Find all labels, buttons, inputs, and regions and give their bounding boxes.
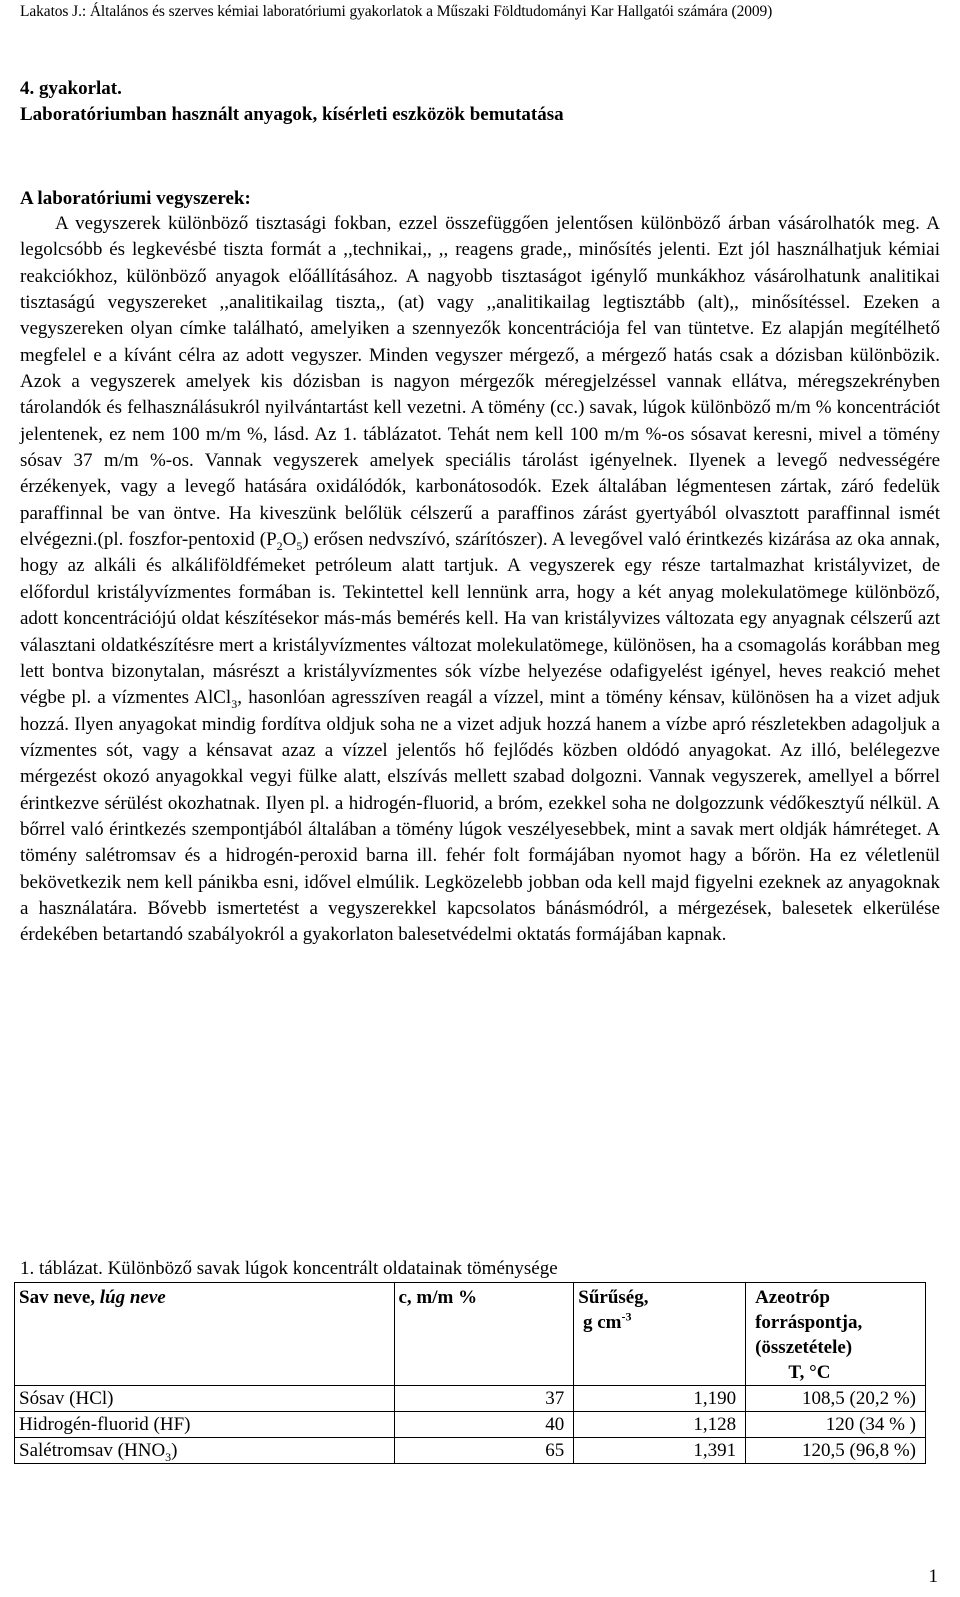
header-name: Sav neve, lúg neve xyxy=(15,1283,395,1386)
body-segment-3: ) erősen nedvszívó, szárítószer). A levegővel való érintkezés kizárása az oka annak, hogy az alkáli és alkáliföldfémeket petróleum alatt tartjuk. A vegyszerek egy része tartalmazhat kristályvizet, de előfordul kristályvízmentes formában is. Tekintettel kell lennünk arra, hogy a két anyag molekulatömege különböző, adott koncentrációjú oldat készítésekor más-más bemérés kell. Ha van kristályvizes változata egy anyagnak célszerű azt választani oldatkészítésre mert a kristályvízmentes változat molekulatömege, különösen, ha a csomagolás korábban meg lett bontva bizonytalan, másrészt a kristályvízmentes sók vízbe helyezése odafigyelést igényel, heves reakció mehet végbe pl. a vízmentes AlCl xyxy=(20,529,940,709)
alcl3-subscript: 3 xyxy=(231,696,238,711)
p2o5-subscript-5: 5 xyxy=(296,538,303,553)
cell-density: 1,391 xyxy=(574,1438,746,1464)
cell-name: Salétromsav $(HNO_3)$ xyxy=(15,1438,395,1464)
cell-concentration: 37 xyxy=(394,1386,574,1412)
running-header: Lakatos J.: Általános és szerves kémiai laboratóriumi gyakorlatok a Műszaki Földtudományi Kar Hallgatói számára (2009) xyxy=(20,3,773,20)
table-header-row xyxy=(15,1283,926,1386)
table-row xyxy=(15,1412,926,1438)
body-segment-2: O xyxy=(282,529,297,551)
cell-azeotrope: 108,5 (20,2 %) xyxy=(746,1386,926,1412)
body-text xyxy=(20,211,940,949)
page-number: 1 xyxy=(928,1566,938,1587)
practice-number: 4. gyakorlat. xyxy=(20,78,122,99)
table-row xyxy=(15,1386,926,1412)
body-segment-4: , hasonlóan agresszíven reagál a vízzel, mint a tömény kénsav, különösen ha a vizet adjuk hozzá. Ilyen anyagokat mindig fordítva oldjuk soha ne a vizet adjuk hozzá hanem a vízbe apró részletekben adagoljuk a vízmentes sót, vagy a kénsavat azaz a vízzel jelentős hő fejlődés közben oldódó anyagokat. Az illó, belélegezve mérgezést okozó anyagokkal vegyi fülke alatt, elszívás mellett szabad dolgozni. Vannak vegyszerek, amellyel a bőrrel érintkezve sérülést okozhatnak. Ilyen pl. a hidrogén-fluorid, a bróm, ezekkel soha ne dolgozzunk védőkesztyű nélkül. A bőrrel való érintkezés szempontjából általában a tömény lúgok veszélyesebbek, mint a savak mert oldják hámréteget. A tömény salétromsav és a hidrogén-peroxid barna ill. fehér folt formájában nyomot hagy a bőrön. Ha ez véletlenül bekövetkezik nem kell pánikba esni, idővel elmúlik. Legközelebb jobban oda kell majd figyelni ezeknek az anyagoknak a használatára. Bővebb ismertetést a vegyszerekkel kapcsolatos bánásmódról, a mérgezések, balesetek elkerülése érdekében betartandó szabályokról a gyakorlaton balesetvédelmi oktatás formájában kapnak. xyxy=(20,687,940,946)
body-paragraph xyxy=(20,211,940,949)
section-title xyxy=(20,76,564,128)
cell-density: 1,190 xyxy=(574,1386,746,1412)
cell-name: Sósav (HCl) xyxy=(15,1386,395,1412)
subheading: A laboratóriumi vegyszerek: xyxy=(20,188,251,209)
header-azeotrope: Azeotróp forráspontja, (összetétele) T, °C xyxy=(746,1283,926,1386)
cell-azeotrope: 120 (34 % ) xyxy=(746,1412,926,1438)
cell-name: Hidrogén-fluorid (HF) xyxy=(15,1412,395,1438)
table-row xyxy=(15,1438,926,1464)
cell-density: 1,128 xyxy=(574,1412,746,1438)
header-concentration: c, m/m % xyxy=(394,1283,574,1386)
header-density: Sűrűség, g $cm^{-3}$ xyxy=(574,1283,746,1386)
table-caption: 1. táblázat. Különböző savak lúgok koncentrált oldatainak töménysége xyxy=(20,1258,558,1279)
practice-title: Laboratóriumban használt anyagok, kísérleti eszközök bemutatása xyxy=(20,104,564,125)
p2o5-subscript-2: 2 xyxy=(276,538,283,553)
cell-azeotrope: 120,5 (96,8 %) xyxy=(746,1438,926,1464)
body-segment-1: A vegyszerek különböző tisztasági fokban, ezzel összefüggően jelentősen különböző árban vásárolhatók meg. A legolcsóbb és legkevésbé tiszta formát a ,,technikai,, ,, reagens grade,, minősítés jelenti. Ezt jól használhatjuk kémiai reakciókhoz, különböző anyagok előállításához. A nagyobb tisztaságot igénylő munkákhoz vásárolhatunk analitikai tisztaságú vegyszereket ,,analitikailag tiszta,, (at) vagy ,,analitikailag legtisztább (alt),, minősítéssel. Ezeken a vegyszereken olyan címke található, amelyiken a szennyezők koncentrációja fel van tüntetve. Ez alapján megítélhető megfelel e a kívánt célra az adott vegyszer. Minden vegyszer mérgező, a mérgező hatás csak a dózisban különbözik. Azok a vegyszerek amelyek kis dózisban is nagyon mérgezők méregjelzéssel vannak ellátva, méregszekrényben tárolandók és felhasználásukról nyilvántartást kell vezetni. A tömény (cc.) savak, lúgok különböző m/m % koncentrációt jelentenek, ez nem 100 m/m %, lásd. Az 1. táblázatot. Tehát nem kell 100 m/m %-os sósavat keresni, mivel a tömény sósav 37 m/m %-os. Vannak vegyszerek amelyek speciális tárolást igényelnek. Ilyenek a levegő nedvességére érzékenyek, vagy a levegő hatására oxidálódók, karbonátosodók. Ezek általában légmentesen zártak, záró fedelük paraffinnal be van öntve. Ha kiveszünk belőlük célszerű a paraffinos zárást gyertyából olvasztott paraffinnal ismét elvégezni.(pl. foszfor-pentoxid (P xyxy=(20,213,940,551)
cell-concentration: 65 xyxy=(394,1438,574,1464)
concentration-table xyxy=(14,1282,926,1464)
cell-concentration: 40 xyxy=(394,1412,574,1438)
